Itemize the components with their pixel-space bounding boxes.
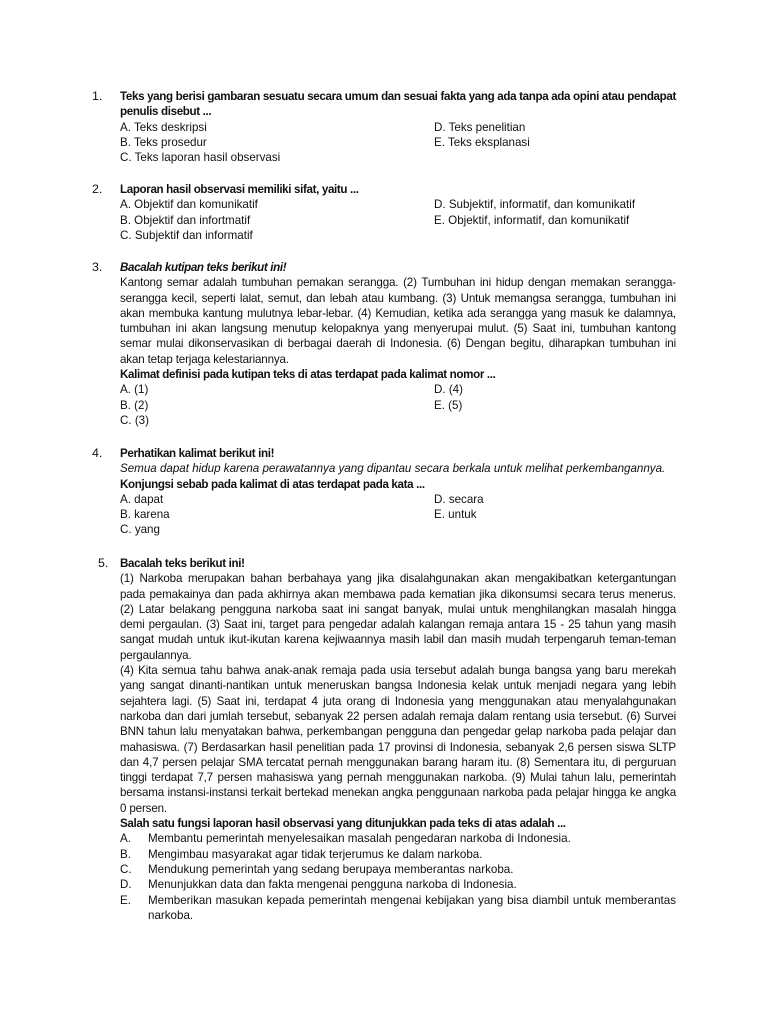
option-d[interactable]: D. Subjektif, informatif, dan komunikatif bbox=[434, 198, 636, 212]
option-a[interactable]: A. Teks deskripsi bbox=[120, 120, 207, 134]
question-number: 5. bbox=[98, 556, 109, 570]
option-text: Memberikan masukan kepada pemerintah mengenai kebijakan yang bisa diambil untuk memberantas narkoba. bbox=[148, 893, 676, 922]
question-number: 3. bbox=[92, 260, 103, 274]
option-b[interactable]: B. (2) bbox=[120, 398, 149, 412]
option-letter: B. bbox=[120, 847, 131, 861]
question-instruction: Bacalah teks berikut ini! bbox=[120, 557, 245, 570]
option-letter: E. bbox=[120, 893, 131, 907]
options-grid bbox=[120, 492, 676, 538]
option-e[interactable]: E. Teks eksplanasi bbox=[434, 135, 530, 149]
question-1 bbox=[92, 89, 676, 165]
option-letter: D. bbox=[120, 878, 132, 892]
options-grid bbox=[120, 382, 676, 428]
question-stem: Laporan hasil observasi memiliki sifat, yaitu ... bbox=[120, 183, 359, 196]
question-stem: Salah satu fungsi laporan hasil observasi yang ditunjukkan pada teks di atas adalah ... bbox=[120, 817, 566, 831]
option-a[interactable] bbox=[120, 831, 676, 846]
question-5 bbox=[92, 556, 676, 923]
option-d[interactable]: D. (4) bbox=[434, 383, 463, 397]
reading-paragraph-1: (1) Narkoba merupakan bahan berbahaya yang jika disalahgunakan akan mengakibatkan ketergantungan pada pemakainya dan pada akhirnya akan membawa pada kematian jika dikonsumsi secara terus menerus. (2) Latar belakang pengguna narkoba saat ini sangat banyak, mulai untuk menghilangkan masalah hingga demi pergaulan. (3) Saat ini, target para pengedar adalah kalangan remaja antara 15 - 25 tahun yang masih sangat mudah untuk ikut-ikutan karena kejiwaannya masih labil dan masih mudah terpengaruh teman-teman pergaulannya. bbox=[120, 572, 676, 662]
question-4 bbox=[92, 446, 676, 538]
options-grid bbox=[120, 120, 676, 166]
question-stem: Kalimat definisi pada kutipan teks di atas terdapat pada kalimat nomor ... bbox=[120, 368, 496, 382]
option-a[interactable]: A. Objektif dan komunikatif bbox=[120, 198, 258, 212]
option-text: Membantu pemerintah menyelesaikan masalah pengedaran narkoba di Indonesia. bbox=[148, 832, 571, 846]
option-c[interactable]: C. Teks laporan hasil observasi bbox=[120, 151, 281, 165]
option-b[interactable]: B. Objektif dan infortmatif bbox=[120, 213, 251, 227]
option-e[interactable]: E. untuk bbox=[434, 508, 477, 522]
question-number: 2. bbox=[92, 182, 103, 196]
question-stem: Teks yang berisi gambaran sesuatu secara umum dan sesuai fakta yang ada tanpa ada opini atau pendapat penulis disebut ... bbox=[120, 90, 676, 119]
option-e[interactable]: E. Objektif, informatif, dan komunikatif bbox=[434, 213, 630, 227]
question-number: 1. bbox=[92, 89, 103, 103]
option-b[interactable] bbox=[120, 847, 676, 862]
example-sentence: Semua dapat hidup karena perawatannya yang dipantau secara berkala untuk melihat perkembangannya. bbox=[120, 462, 666, 476]
option-b[interactable]: B. Teks prosedur bbox=[120, 135, 207, 149]
option-text: Mengimbau masyarakat agar tidak terjerumus ke dalam narkoba. bbox=[148, 847, 483, 861]
option-d[interactable]: D. Teks penelitian bbox=[434, 120, 526, 134]
reading-passage: Kantong semar adalah tumbuhan pemakan serangga. (2) Tumbuhan ini hidup dengan memakan serangga-serangga kecil, seperti lalat, semut, dan lebah atau kumbang. (3) Untuk memangsa serangga, tumbuhan ini akan membuka kantung mulutnya lebar-lebar. (4) Kemudian, ketika ada serangga yang masuk ke dalamnya, tumbuhan ini akan langsung menutup kelopaknya yang menyerupai mulut. (5) Saat ini, tumbuhan kantong semar mulai dikonservasikan di berbagai daerah di Indonesia. (6) Dengan begitu, diharapkan tumbuhan ini akan tetap terjaga kelestariannya. bbox=[120, 276, 676, 366]
question-number: 4. bbox=[92, 446, 103, 460]
question-2 bbox=[92, 182, 676, 243]
option-letter: A. bbox=[120, 832, 131, 846]
option-b[interactable]: B. karena bbox=[120, 508, 170, 522]
question-3 bbox=[92, 260, 676, 428]
option-c[interactable] bbox=[120, 862, 676, 877]
question-instruction: Bacalah kutipan teks berikut ini! bbox=[120, 261, 287, 274]
option-letter: C. bbox=[120, 862, 132, 876]
option-a[interactable]: A. (1) bbox=[120, 383, 149, 397]
option-c[interactable]: C. (3) bbox=[120, 413, 149, 427]
option-d[interactable]: D. secara bbox=[434, 492, 484, 506]
option-e[interactable] bbox=[120, 893, 676, 924]
reading-paragraph-2: (4) Kita semua tahu bahwa anak-anak remaja pada usia tersebut adalah bunga bangsa yang baru merekah yang sangat dinanti-nantikan untuk meneruskan bangsa Indonesia kelak untuk menjadi negara yang lebih sejahtera lagi. (5) Saat ini, terdapat 4 juta orang di Indonesia yang menggunakan atau menyalahgunakan narkoba dan dari jumlah tersebut, sebanyak 22 persen adalah remaja dalam rentang usia tersebut. (6) Survei BNN tahun lalu menyatakan bahwa, perkembangan pengguna dan pengedar gelap narkoba pada pelajar dan mahasiswa. (7) Berdasarkan hasil penelitian pada 17 provinsi di Indonesia, sebanyak 2,6 persen siswa SLTP dan 4,7 persen pelajar SMA tercatat pernah menggunakan barang haram itu. (8) Sementara itu, di perguruan tinggi terdapat 7,7 persen mahasiswa yang pernah menggunakan narkoba. (9) Mulai tahun lalu, pemerintah bersama instansi-instansi terkait bertekad menekan angka penggunaan narkoba pada pelajar hingga ke angka 0 persen. bbox=[120, 664, 676, 815]
option-text: Menunjukkan data dan fakta mengenai pengguna narkoba di Indonesia. bbox=[148, 878, 517, 892]
options-list bbox=[120, 831, 676, 923]
option-c[interactable]: C. yang bbox=[120, 523, 160, 537]
options-grid bbox=[120, 197, 676, 243]
option-d[interactable] bbox=[120, 877, 676, 892]
option-text: Mendukung pemerintah yang sedang berupaya memberantas narkoba. bbox=[148, 862, 514, 876]
option-c[interactable]: C. Subjektif dan informatif bbox=[120, 228, 253, 242]
option-e[interactable]: E. (5) bbox=[434, 398, 463, 412]
question-instruction: Perhatikan kalimat berikut ini! bbox=[120, 447, 275, 460]
option-a[interactable]: A. dapat bbox=[120, 492, 164, 506]
question-stem: Konjungsi sebab pada kalimat di atas terdapat pada kata ... bbox=[120, 477, 425, 491]
